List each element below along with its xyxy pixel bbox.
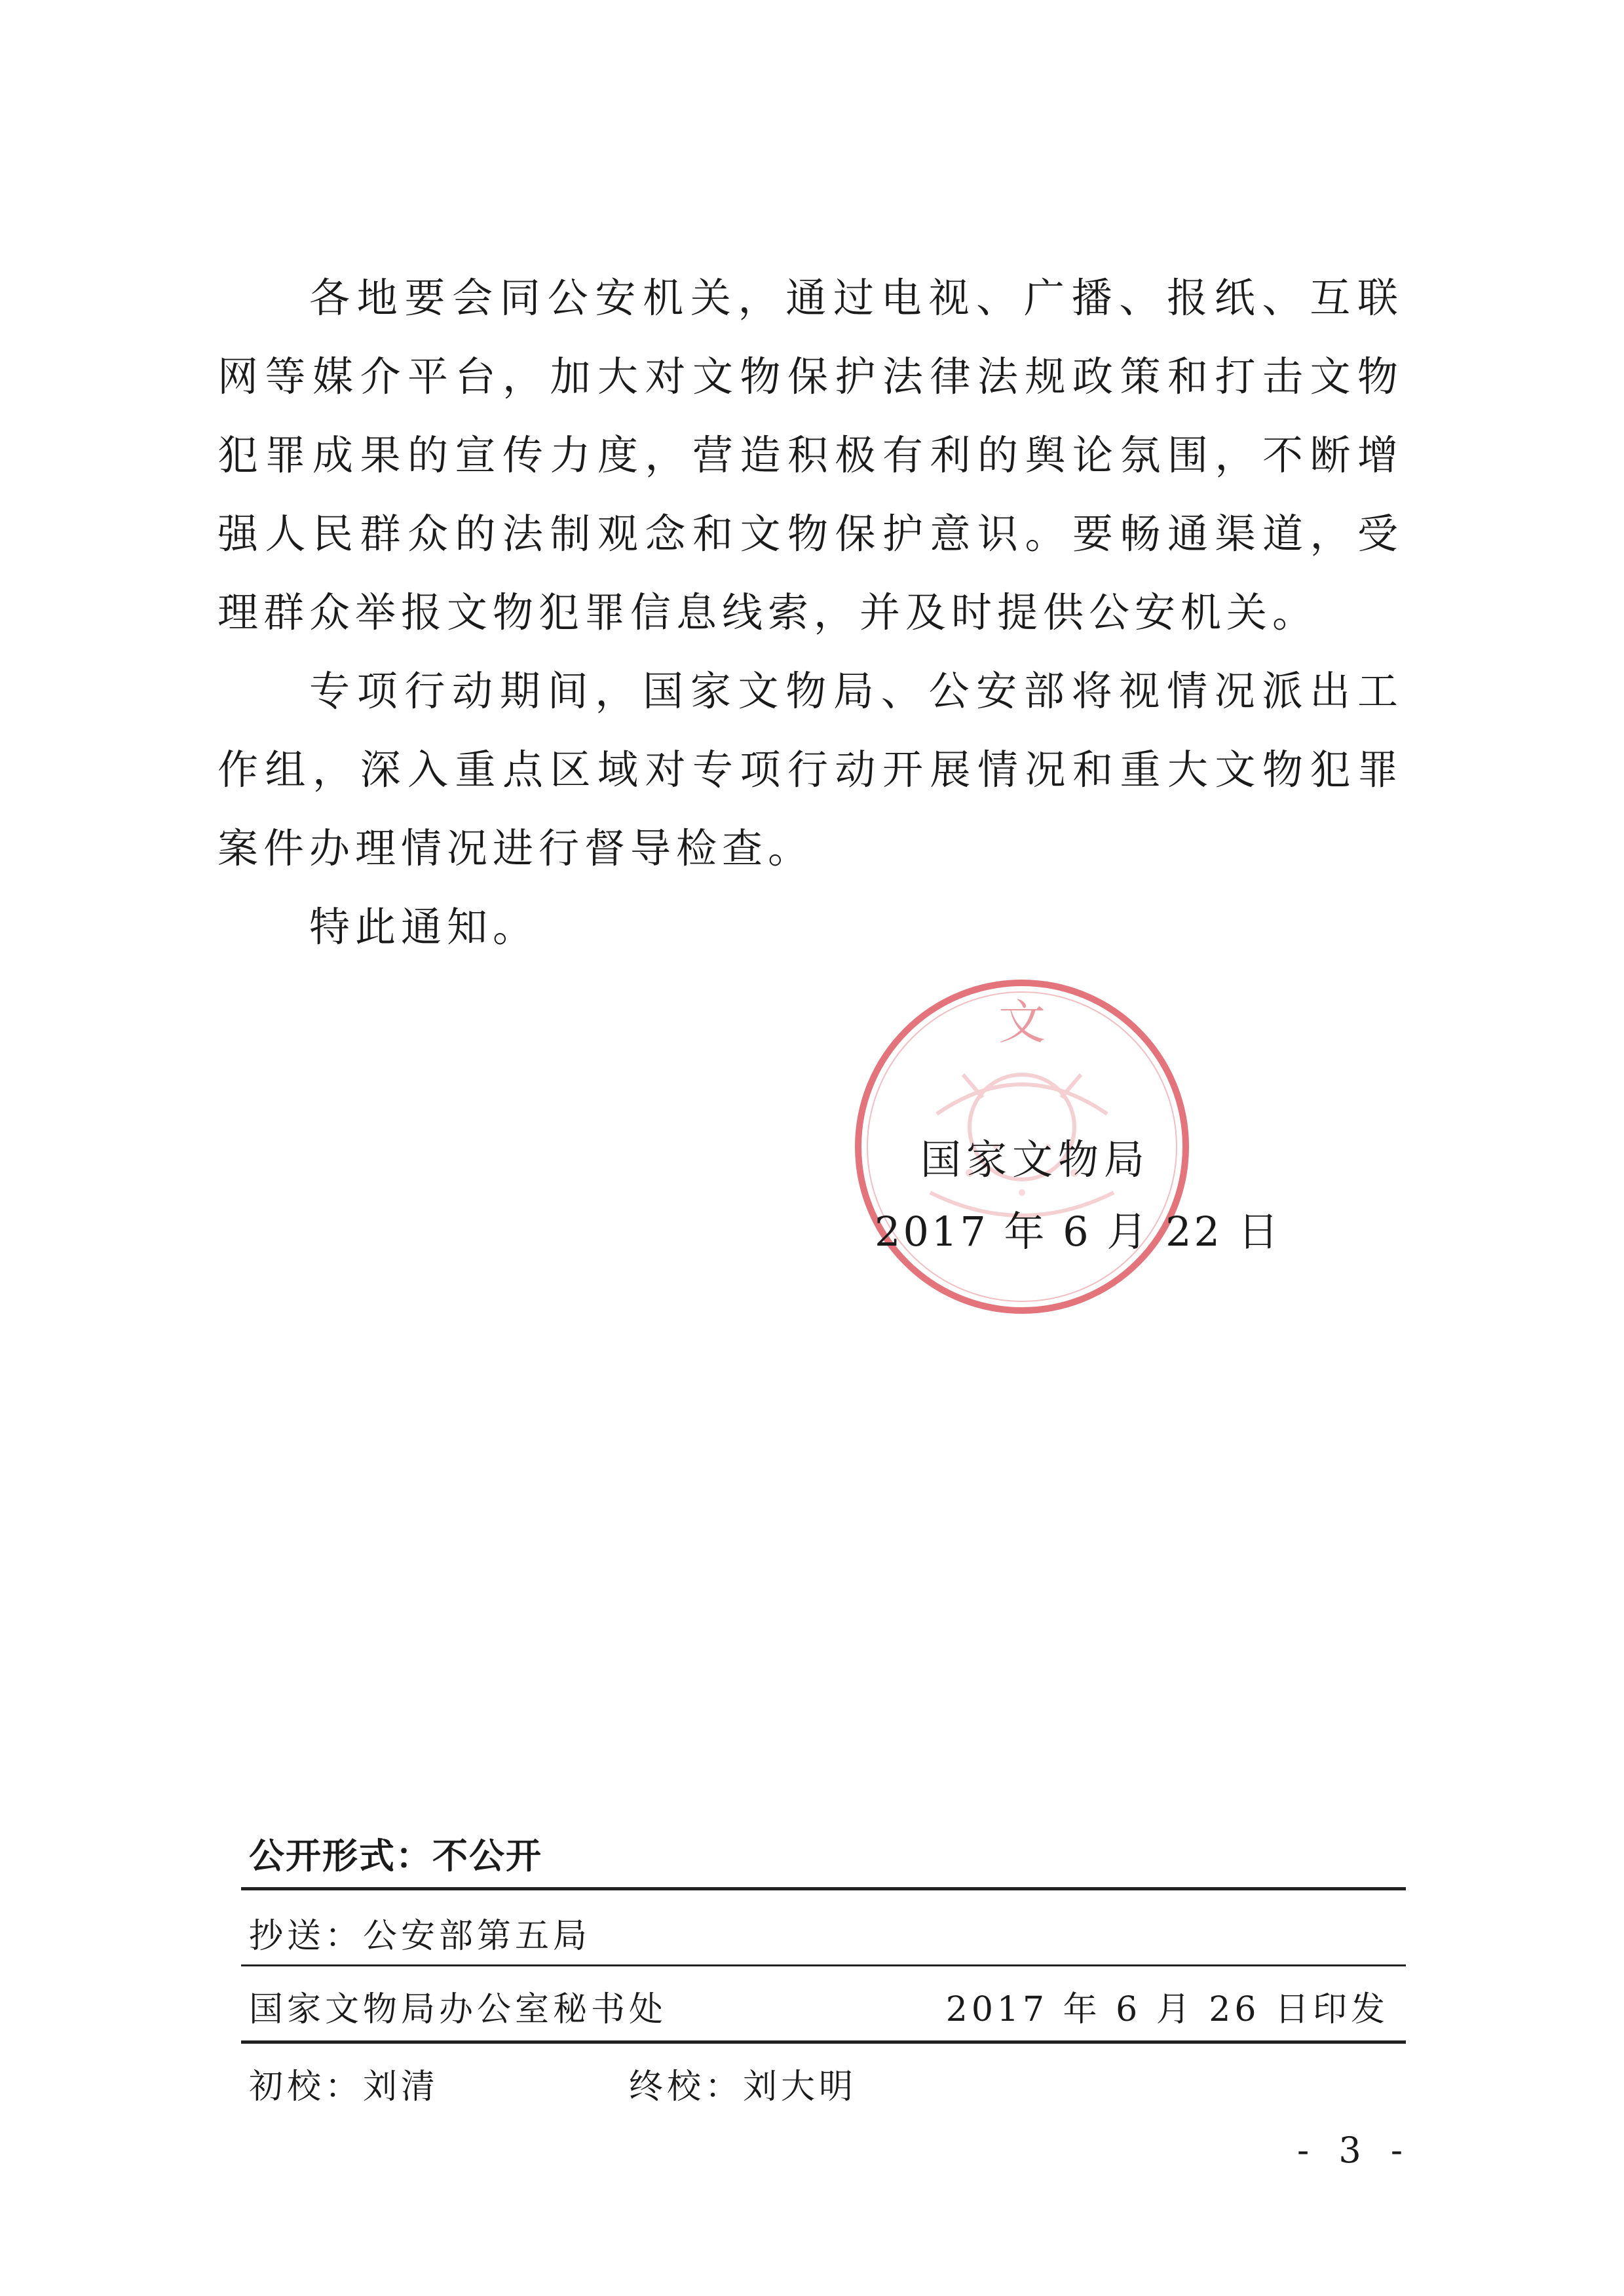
footer-rule-top bbox=[241, 1887, 1406, 1890]
body-paragraph-1: 各地要会同公安机关，通过电视、广播、报纸、互联网等媒介平台，加大对文物保护法律法规政策和打击文物犯罪成果的宣传力度，营造积极有利的舆论氛围，不断增强人民群众的法制观念和文物保护意识。要畅通渠道，受理群众举报文物犯罪信息线索，并及时提供公安机关。 bbox=[217, 274, 1403, 636]
issuer-name: 国家文物局办公室秘书处 bbox=[249, 1990, 668, 2029]
signing-date: 2017 年 6 月 22 日 bbox=[875, 1208, 1281, 1255]
document-body bbox=[217, 259, 1403, 966]
first-proofreader: 初校：刘清 bbox=[249, 2067, 440, 2107]
footer-rule-bottom bbox=[241, 2040, 1406, 2044]
final-proofreader: 终校：刘大明 bbox=[629, 2067, 858, 2107]
body-paragraph-3: 特此通知。 bbox=[309, 903, 539, 951]
disclosure-type: 公开形式：不公开 bbox=[249, 1835, 542, 1877]
issuer-line bbox=[249, 1981, 1389, 2031]
issue-date: 2017 年 6 月 26 日印发 bbox=[945, 1990, 1389, 2029]
footer-rule-middle bbox=[241, 1964, 1406, 1966]
cc-line: 抄送：公安部第五局 bbox=[249, 1917, 592, 1956]
page-number: - 3 - bbox=[1297, 2130, 1412, 2171]
signing-organization: 国家文物局 bbox=[920, 1136, 1150, 1183]
body-paragraph-2: 专项行动期间，国家文物局、公安部将视情况派出工作组，深入重点区域对专项行动开展情况和重大文物犯罪案件办理情况进行督导检查。 bbox=[217, 667, 1403, 872]
seal-character: 文 bbox=[998, 995, 1046, 1050]
